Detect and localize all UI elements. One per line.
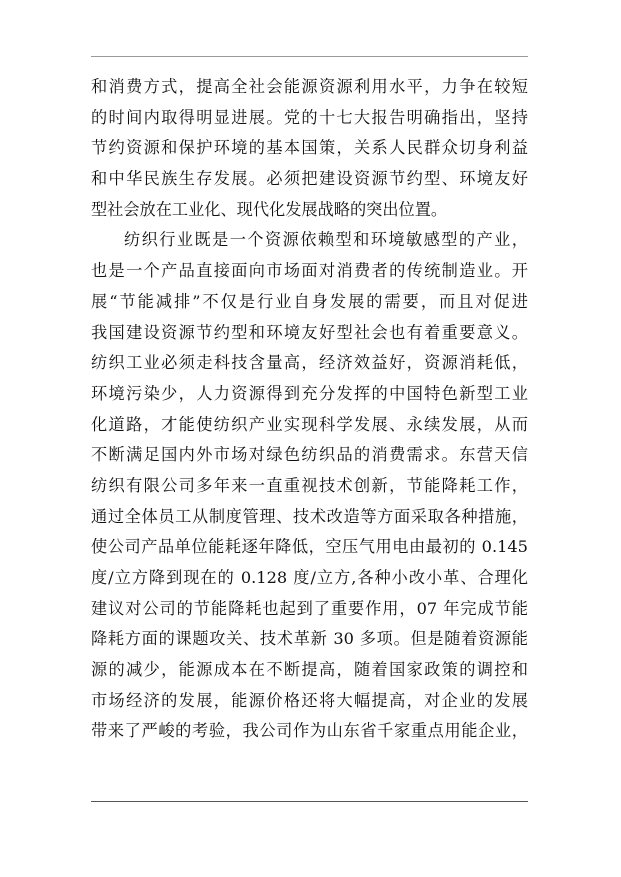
text-line-19: 降耗方面的课题攻关、技术革新 30 多项。但是随着资源能 [91, 629, 528, 649]
text-line-16: 使公司产品单位能耗逐年降低，空压气用电由最初的 0.145 [91, 537, 528, 557]
text-line-5: 型社会放在工业化、现代化发展战略的突出位置。 [91, 199, 448, 219]
text-line-1: 和消费方式，提高全社会能源资源利用水平，力争在较短 [91, 77, 528, 96]
text-line-17: 度/立方降到现在的 0.128 度/立方,各种小改小革、合理化 [91, 568, 528, 587]
text-line-21: 市场经济的发展，能源价格还将大幅提高，对企业的发展 [91, 690, 528, 710]
text-line-4: 和中华民族生存发展。必须把建设资源节约型、环境友好 [91, 169, 528, 189]
text-line-3: 节约资源和保护环境的基本国策，关系人民群众切身利益 [91, 138, 528, 158]
text-line-12: 化道路，才能使纺织产业实现科学发展、永续发展，从而 [91, 414, 528, 434]
text-line-22: 带来了严峻的考验，我公司作为山东省千家重点用能企业， [91, 721, 528, 741]
footer-rule [91, 801, 528, 802]
text-line-2: 的时间内取得明显进展。党的十七大报告明确指出，坚持 [91, 107, 528, 127]
text-line-8: 展“节能减排”不仅是行业自身发展的需要，而且对促进 [91, 291, 528, 311]
text-line-10: 纺织工业必须走科技含量高，经济效益好，资源消耗低， [91, 353, 528, 373]
text-line-20: 源的减少，能源成本在不断提高，随着国家政策的调控和 [91, 660, 528, 680]
text-line-18: 建议对公司的节能降耗也起到了重要作用，07 年完成节能 [91, 598, 528, 618]
text-line-7: 也是一个产品直接面向市场面对消费者的传统制造业。开 [91, 261, 528, 281]
text-line-6: 纺织行业既是一个资源依赖型和环境敏感型的产业， [124, 230, 528, 250]
text-line-11: 环境污染少，人力资源得到充分发挥的中国特色新型工业 [91, 383, 528, 403]
text-line-15: 通过全体员工从制度管理、技术改造等方面采取各种措施， [91, 506, 528, 526]
text-line-9: 我国建设资源节约型和环境友好型社会也有着重要意义。 [91, 322, 528, 342]
document-body [91, 72, 528, 747]
text-line-13: 不断满足国内外市场对绿色纺织品的消费需求。东营天信 [91, 445, 528, 465]
text-line-14: 纺织有限公司多年来一直重视技术创新，节能降耗工作， [91, 475, 528, 495]
header-rule [91, 56, 528, 57]
